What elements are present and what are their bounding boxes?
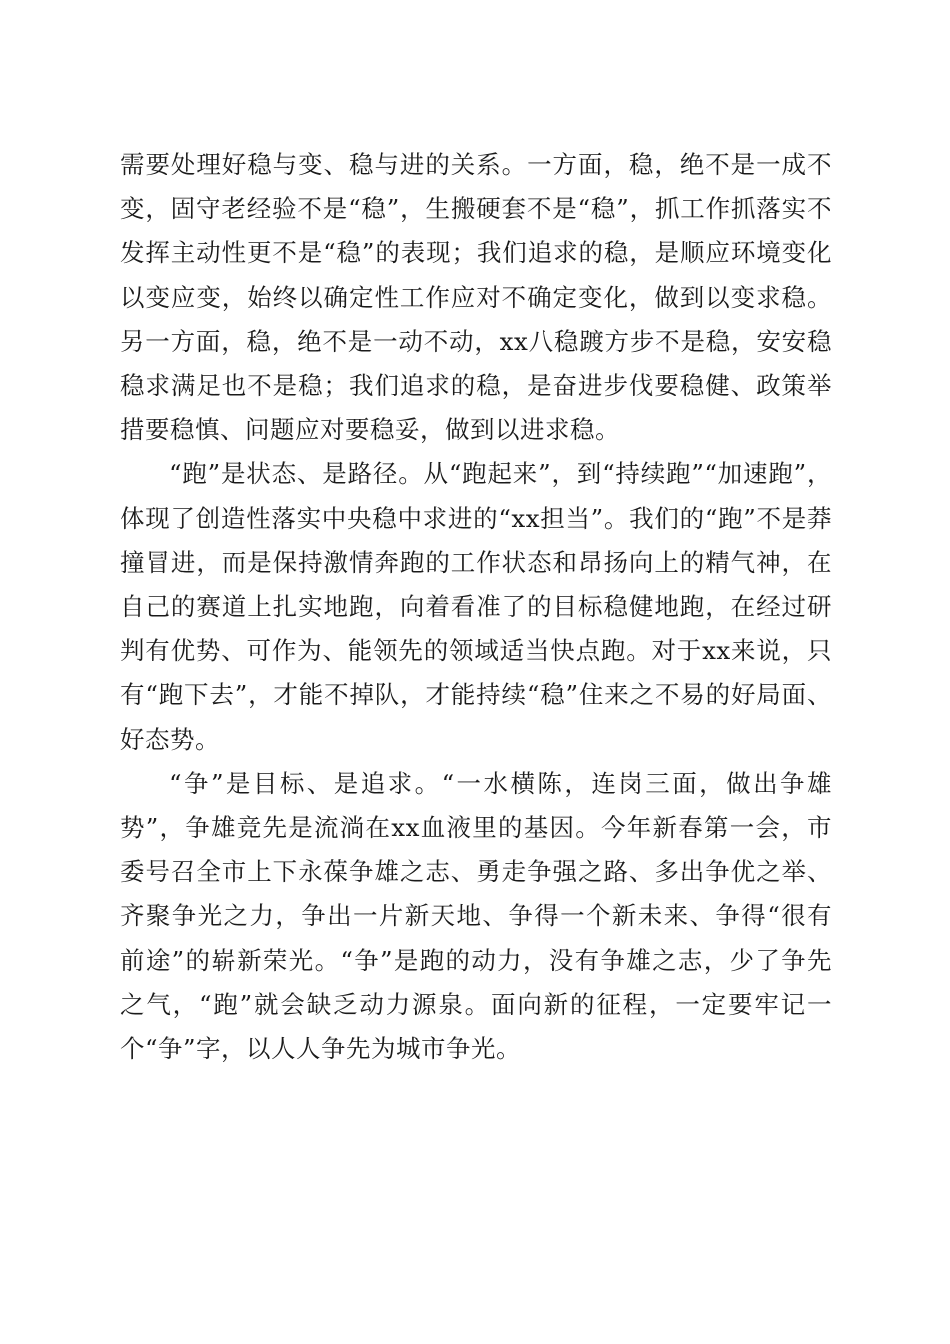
document-body <box>120 143 832 1071</box>
paragraph-pao: “跑”是状态、是路径。从“跑起来”，到“持续跑”“加速跑”，体现了创造性落实中央稳中求进的“xx担当”。我们的“跑”不是莽撞冒进，而是保持激情奔跑的工作状态和昂扬向上的精气神，在自己的赛道上扎实地跑，向着看准了的目标稳健地跑，在经过研判有优势、可作为、能领先的领域适当快点跑。对于xx来说，只有“跑下去”，才能不掉队，才能持续“稳”住来之不易的好局面、好态势。 <box>120 459 832 754</box>
paragraph-continued: 需要处理好稳与变、稳与进的关系。一方面，稳，绝不是一成不变，固守老经验不是“稳”，生搬硬套不是“稳”，抓工作抓落实不发挥主动性更不是“稳”的表现；我们追求的稳，是顺应环境变化以变应变，始终以确定性工作应对不确定变化，做到以变求稳。另一方面，稳，绝不是一动不动，xx八稳踱方步不是稳，安安稳稳求满足也不是稳；我们追求的稳，是奋进步伐要稳健、政策举措要稳慎、问题应对要稳妥，做到以进求稳。 <box>120 150 832 445</box>
paragraph-zheng: “争”是目标、是追求。“一水横陈，连岗三面，做出争雄势”，争雄竞先是流淌在xx血液里的基因。今年新春第一会，市委号召全市上下永葆争雄之志、勇走争强之路、多出争优之举、齐聚争光之力，争出一片新天地、争得一个新未来、争得“很有前途”的崭新荣光。“争”是跑的动力，没有争雄之志，少了争先之气，“跑”就会缺乏动力源泉。面向新的征程，一定要牢记一个“争”字，以人人争先为城市争光。 <box>120 768 832 1064</box>
